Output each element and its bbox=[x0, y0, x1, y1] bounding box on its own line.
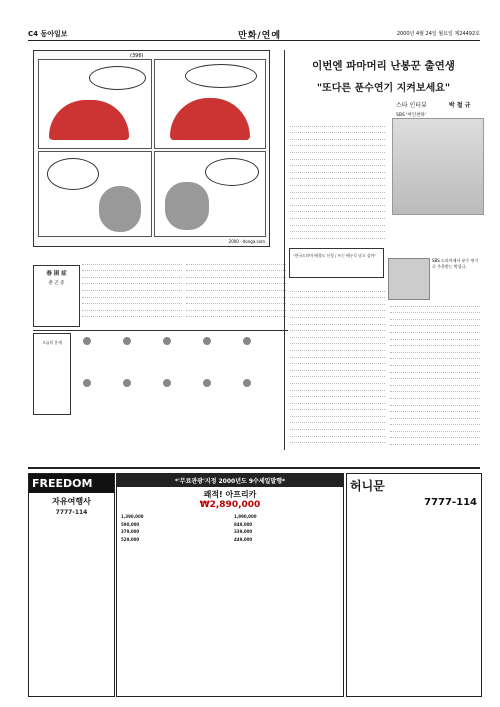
ad-price: 339,000 bbox=[234, 529, 253, 534]
secondary-photo bbox=[388, 258, 430, 300]
zodiac-icon bbox=[243, 337, 251, 345]
article-headline bbox=[286, 58, 481, 94]
text-line bbox=[390, 406, 480, 413]
text-line bbox=[186, 265, 286, 272]
text-line bbox=[290, 292, 385, 299]
ad-price: 1,990,000 bbox=[234, 514, 257, 519]
character-figure bbox=[165, 182, 209, 230]
text-line bbox=[390, 419, 480, 426]
text-line bbox=[390, 438, 480, 445]
character-figure bbox=[49, 100, 129, 140]
cartoon-panel-2 bbox=[154, 59, 266, 149]
text-line bbox=[290, 193, 385, 200]
text-line bbox=[390, 359, 480, 366]
ad-price: 529,000 bbox=[121, 536, 140, 542]
zodiac-icon bbox=[203, 337, 211, 345]
text-line bbox=[82, 298, 182, 305]
text-line bbox=[82, 258, 182, 265]
text-line bbox=[390, 320, 480, 327]
text-line bbox=[390, 307, 480, 314]
text-line bbox=[290, 179, 385, 186]
text-line bbox=[290, 127, 385, 134]
text-line bbox=[186, 278, 286, 285]
character-figure bbox=[170, 98, 250, 140]
text-line bbox=[290, 140, 385, 147]
text-line bbox=[290, 206, 385, 213]
text-line bbox=[186, 284, 286, 291]
ad-brand: FREEDOM bbox=[29, 474, 114, 493]
text-line bbox=[390, 340, 480, 347]
text-line bbox=[82, 265, 182, 272]
zodiac-icon bbox=[83, 379, 91, 387]
text-line bbox=[290, 331, 385, 338]
horoscope-label: 오늘의 운세 bbox=[33, 333, 71, 415]
text-line bbox=[290, 404, 385, 411]
cartoon-strip bbox=[33, 50, 270, 247]
text-line bbox=[390, 300, 480, 307]
text-line bbox=[290, 430, 385, 437]
article-body-col-3 bbox=[390, 300, 480, 445]
text-line bbox=[290, 311, 385, 318]
text-line bbox=[290, 226, 385, 233]
section-title: 만화/연예 bbox=[238, 31, 282, 41]
ad-price: 379,000 bbox=[121, 529, 140, 534]
advertisement-area bbox=[28, 467, 480, 697]
text-line bbox=[290, 146, 385, 153]
photo-caption: SBS 드라마에서 푼수 연기로 주목받는 박철규. bbox=[432, 258, 479, 269]
text-line bbox=[290, 423, 385, 430]
ad-price: 849,000 bbox=[234, 521, 253, 527]
zodiac-icon bbox=[123, 379, 131, 387]
text-line bbox=[290, 384, 385, 391]
text-line bbox=[290, 371, 385, 378]
text-line bbox=[290, 344, 385, 351]
article-subtag: SBS '여인천하' bbox=[396, 113, 427, 118]
text-line bbox=[290, 160, 385, 167]
speech-bubble bbox=[47, 158, 99, 190]
text-line bbox=[290, 120, 385, 127]
text-line bbox=[290, 364, 385, 371]
text-line bbox=[186, 311, 286, 318]
text-line bbox=[390, 353, 480, 360]
text-line bbox=[290, 173, 385, 180]
ad-right-phone: 7777-114 bbox=[424, 497, 477, 508]
text-line bbox=[82, 271, 182, 278]
text-line bbox=[390, 346, 480, 353]
headline-line-2: "또다른 푼수연기 지켜보세요" bbox=[316, 83, 451, 94]
text-line bbox=[290, 351, 385, 358]
ad-center-title: *'무료관광'지정 2000년도 9수세일발행* bbox=[117, 474, 343, 487]
ad-freedom-travel bbox=[28, 473, 115, 697]
text-line bbox=[390, 313, 480, 320]
text-line bbox=[290, 232, 385, 239]
text-line bbox=[82, 284, 182, 291]
ad-price: 449,000 bbox=[234, 536, 253, 542]
text-line bbox=[290, 199, 385, 206]
pull-quote: "한국드라마 배경도 신경 / 쓰는 배우로 남고 싶어" bbox=[289, 248, 384, 278]
text-line bbox=[290, 219, 385, 226]
character-figure bbox=[99, 186, 141, 232]
ad-phone: 7777-114 bbox=[55, 509, 88, 516]
cartoon-number: (396) bbox=[130, 53, 144, 59]
ad-center-price: ₩2,890,000 bbox=[199, 500, 261, 510]
zodiac-icon bbox=[123, 337, 131, 345]
text-line bbox=[390, 379, 480, 386]
headline-line-1: 이번엔 파마머리 난봉꾼 출연생 bbox=[312, 60, 455, 72]
text-line bbox=[290, 443, 385, 445]
zodiac-icon bbox=[163, 379, 171, 387]
text-line bbox=[290, 153, 385, 160]
text-line bbox=[290, 377, 385, 384]
text-line bbox=[290, 285, 385, 292]
text-line bbox=[290, 338, 385, 345]
horoscope-section bbox=[33, 330, 288, 421]
zodiac-icon bbox=[243, 379, 251, 387]
interview-photo bbox=[392, 118, 484, 215]
quiz-title: 春 困 症 bbox=[46, 271, 67, 277]
column-text-1 bbox=[82, 258, 182, 323]
text-line bbox=[290, 166, 385, 173]
text-line bbox=[290, 133, 385, 140]
ad-honeymoon bbox=[346, 473, 482, 697]
page-number: C4 동아일보 bbox=[28, 30, 68, 38]
text-line bbox=[290, 397, 385, 404]
reporter-label: 스타 인터뷰 bbox=[396, 102, 427, 109]
text-line bbox=[390, 366, 480, 373]
text-line bbox=[186, 271, 286, 278]
cartoon-panel-4 bbox=[154, 151, 266, 237]
reporter-name: 박 철 규 bbox=[448, 102, 471, 109]
text-line bbox=[390, 425, 480, 432]
text-line bbox=[390, 333, 480, 340]
text-line bbox=[186, 291, 286, 298]
text-line bbox=[186, 304, 286, 311]
text-line bbox=[390, 373, 480, 380]
text-line bbox=[290, 358, 385, 365]
cartoon-credit: 2000 · donga.com bbox=[228, 239, 265, 244]
text-line bbox=[82, 311, 182, 318]
zodiac-icon bbox=[163, 337, 171, 345]
speech-bubble bbox=[89, 66, 146, 90]
issue-date: 2000년 4월 24일 월요일 제24492호 bbox=[396, 31, 480, 37]
quiz-box bbox=[33, 265, 80, 327]
text-line bbox=[186, 298, 286, 305]
text-line bbox=[82, 278, 182, 285]
text-line bbox=[290, 212, 385, 219]
zodiac-icon bbox=[83, 337, 91, 345]
text-line bbox=[390, 412, 480, 419]
article-body-col-1 bbox=[290, 120, 385, 240]
text-line bbox=[82, 304, 182, 311]
column-text-2 bbox=[186, 258, 286, 323]
ad-price: 590,000 bbox=[121, 521, 140, 527]
text-line bbox=[290, 325, 385, 332]
quiz-subtitle: 춘 곤 증 bbox=[48, 281, 65, 286]
text-line bbox=[290, 417, 385, 424]
text-line bbox=[290, 437, 385, 444]
text-line bbox=[186, 317, 286, 323]
text-line bbox=[290, 305, 385, 312]
text-line bbox=[290, 410, 385, 417]
ad-company-name: 자유여행사 bbox=[52, 497, 91, 506]
text-line bbox=[186, 258, 286, 265]
zodiac-icon bbox=[203, 379, 211, 387]
text-line bbox=[390, 432, 480, 439]
speech-bubble bbox=[205, 158, 259, 186]
article-body-col-2 bbox=[290, 285, 385, 445]
text-line bbox=[290, 298, 385, 305]
speech-bubble bbox=[185, 64, 257, 88]
cartoon-panel-1 bbox=[38, 59, 152, 149]
ad-center-tour bbox=[116, 473, 344, 697]
cartoon-panel-3 bbox=[38, 151, 152, 237]
byline bbox=[396, 100, 470, 118]
text-line bbox=[82, 291, 182, 298]
text-line bbox=[390, 326, 480, 333]
ad-price: 1,390,000 bbox=[121, 514, 144, 519]
text-line bbox=[390, 386, 480, 393]
text-line bbox=[290, 239, 385, 240]
ad-center-sub: 쾌적! 아프리카 bbox=[203, 490, 257, 499]
ad-price-list bbox=[117, 510, 343, 546]
text-line bbox=[390, 392, 480, 399]
text-line bbox=[290, 318, 385, 325]
text-line bbox=[290, 186, 385, 193]
ad-right-brand: 허니문 bbox=[350, 479, 385, 493]
text-line bbox=[390, 399, 480, 406]
text-line bbox=[82, 317, 182, 323]
text-line bbox=[290, 391, 385, 398]
page-header bbox=[28, 28, 480, 41]
